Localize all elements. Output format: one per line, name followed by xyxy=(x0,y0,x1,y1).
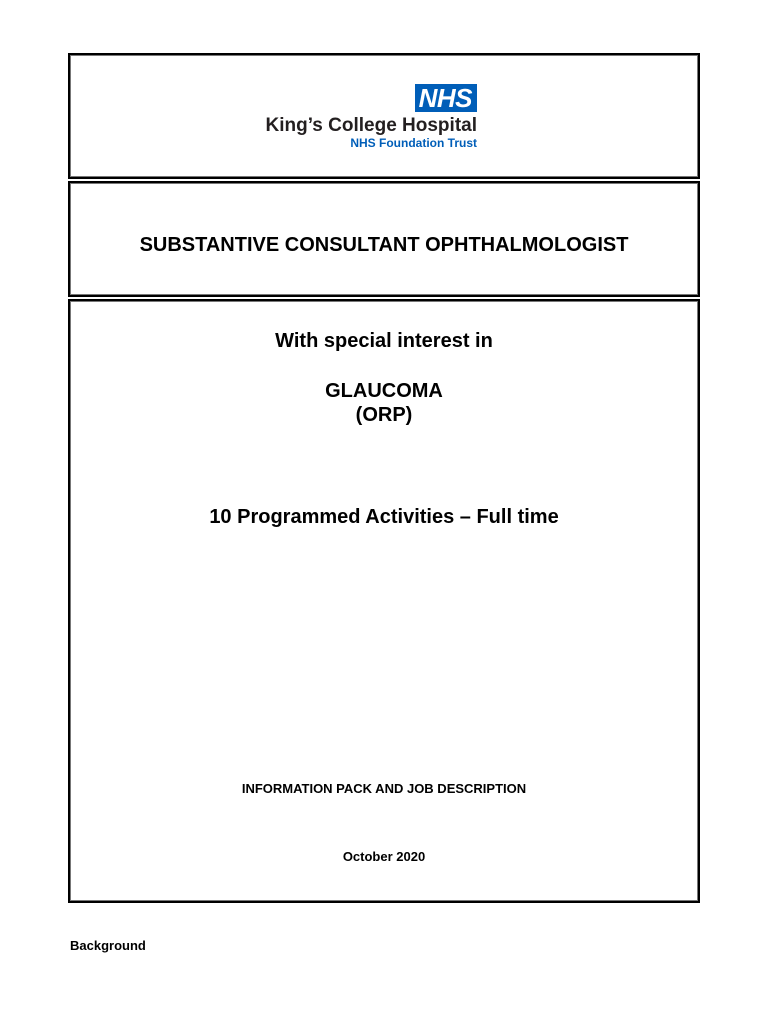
section-heading-background: Background xyxy=(70,938,146,953)
trust-name: NHS Foundation Trust xyxy=(350,136,477,150)
title-box xyxy=(68,181,700,297)
specialty-name: GLAUCOMA xyxy=(325,380,443,402)
content-box xyxy=(68,299,700,903)
specialty-code: (ORP) xyxy=(355,404,413,426)
programmed-activities: 10 Programmed Activities – Full time xyxy=(209,506,559,528)
document-date: October 2020 xyxy=(342,849,426,864)
nhs-logo xyxy=(266,84,478,151)
nhs-badge: NHS xyxy=(415,84,477,112)
page-title: SUBSTANTIVE CONSULTANT OPHTHALMOLOGIST xyxy=(139,234,629,256)
special-interest-label: With special interest in xyxy=(275,330,493,352)
logo-box xyxy=(68,53,700,179)
document-type: INFORMATION PACK AND JOB DESCRIPTION xyxy=(241,781,527,796)
organisation-name: King’s College Hospital xyxy=(265,115,477,136)
